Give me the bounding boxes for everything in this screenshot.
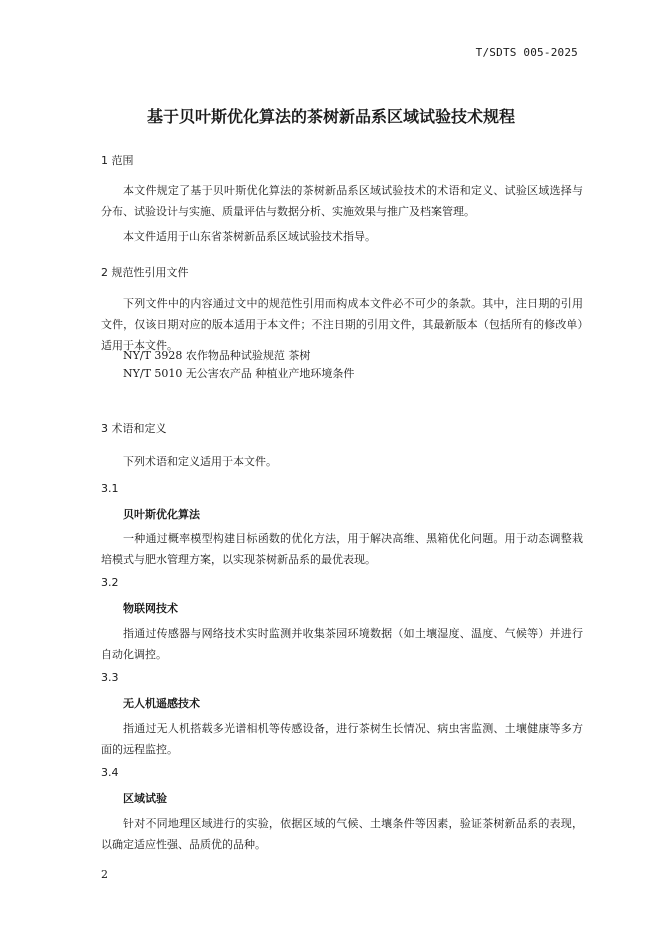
term-number: 3.3 (101, 671, 119, 684)
document-code: T/SDTS 005-2025 (475, 46, 578, 59)
term-definition: 指通过传感器与网络技术实时监测并收集茶园环境数据（如土壤湿度、温度、气候等）并进行自动化调控。 (101, 627, 583, 661)
section-heading-terms-definitions: 3 术语和定义 (101, 422, 167, 435)
terms-intro-paragraph: 下列术语和定义适用于本文件。 (123, 455, 277, 468)
section-heading-scope: 1 范围 (101, 154, 134, 167)
term-definition: 指通过无人机搭载多光谱相机等传感设备，进行茶树生长情况、病虫害监测、土壤健康等多方面的远程监控。 (101, 722, 583, 756)
scope-paragraph-1: 本文件规定了基于贝叶斯优化算法的茶树新品系区域试验技术的术语和定义、试验区域选择与分布、试验设计与实施、质量评估与数据分析、实施效果与推广及档案管理。 (101, 184, 583, 218)
term-name: 贝叶斯优化算法 (123, 508, 200, 521)
references-intro-paragraph: 下列文件中的内容通过文中的规范性引用而构成本文件必不可少的条款。其中，注日期的引用文件，仅该日期对应的版本适用于本文件；不注日期的引用文件，其最新版本（包括所有的修改单）适用于本文件。 (101, 297, 583, 352)
term-definition: 一种通过概率模型构建目标函数的优化方法，用于解决高维、黑箱优化问题。用于动态调整栽培模式与肥水管理方案，以实现茶树新品系的最优表现。 (101, 532, 583, 566)
reference-item: NY/T 3928 农作物品种试验规范 茶树 (123, 349, 311, 362)
reference-item: NY/T 5010 无公害农产品 种植业产地环境条件 (123, 367, 355, 380)
page-number: 2 (101, 868, 108, 881)
term-number: 3.1 (101, 482, 119, 495)
scope-paragraph-2: 本文件适用于山东省茶树新品系区域试验技术指导。 (123, 230, 376, 243)
term-number: 3.2 (101, 576, 119, 589)
term-name: 无人机遥感技术 (123, 697, 200, 710)
section-heading-normative-references: 2 规范性引用文件 (101, 266, 189, 279)
term-name: 区域试验 (123, 792, 167, 805)
term-definition: 针对不同地理区域进行的实验，依据区域的气候、土壤条件等因素，验证茶树新品系的表现，以确定适应性强、品质优的品种。 (101, 817, 583, 851)
term-number: 3.4 (101, 766, 119, 779)
document-title: 基于贝叶斯优化算法的茶树新品系区域试验技术规程 (146, 107, 515, 126)
term-name: 物联网技术 (123, 602, 178, 615)
